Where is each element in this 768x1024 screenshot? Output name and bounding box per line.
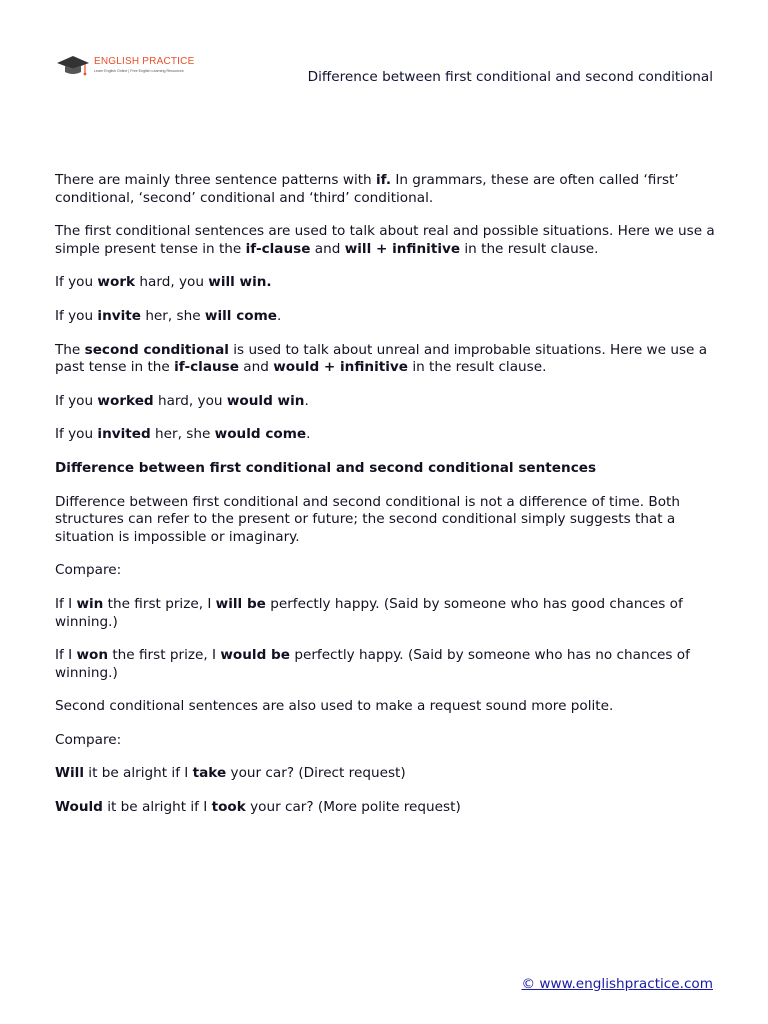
example-sentence: Would it be alright if I took your car? (More polite request) [55, 799, 461, 816]
section-heading: Difference between first conditional and second conditional sentences [55, 459, 597, 476]
example-sentence: If you work hard, you will win. [55, 274, 272, 291]
article-body [55, 172, 723, 833]
logo-tagline: Learn English Online | Free English Learning Resources [94, 69, 184, 73]
logo-name: ENGLISH PRACTICE [94, 56, 195, 67]
first-conditional-paragraph: The first conditional sentences are used to talk about real and possible situations. Here we use a simple present tense in the if-clause and will + infinitive in the result clause. [55, 223, 715, 257]
compare-label: Compare: [55, 731, 122, 748]
footer-website-link[interactable]: © www.englishpractice.com [521, 976, 713, 992]
example-sentence: If you worked hard, you would win. [55, 392, 309, 409]
compare-label: Compare: [55, 562, 122, 579]
site-logo [56, 54, 195, 80]
example-sentence: If I won the first prize, I would be perfectly happy. (Said by someone who has no chances of winning.) [55, 647, 690, 681]
intro-paragraph: There are mainly three sentence patterns with if. In grammars, these are often called ‘first’ conditional, ‘second’ conditional and ‘third’ conditional. [55, 172, 679, 206]
page-header-title: Difference between first conditional and second conditional [307, 69, 713, 85]
example-sentence: If I win the first prize, I will be perfectly happy. (Said by someone who has good chances of winning.) [55, 595, 683, 630]
example-sentence: Will it be alright if I take your car? (Direct request) [55, 765, 406, 782]
example-sentence: If you invited her, she would come. [55, 426, 311, 443]
example-sentence: If you invite her, she will come. [55, 307, 282, 324]
difference-paragraph: Difference between first conditional and second conditional is not a difference of time. Both structures can refer to the present or future; the second conditional simply suggests that a situation is impossible or imaginary. [55, 493, 680, 545]
polite-request-paragraph: Second conditional sentences are also used to make a request sound more polite. [55, 698, 614, 715]
second-conditional-paragraph: The second conditional is used to talk about unreal and improbable situations. Here we use a past tense in the if-clause and would + infinitive in the result clause. [55, 341, 708, 376]
graduation-cap-icon [56, 54, 90, 78]
